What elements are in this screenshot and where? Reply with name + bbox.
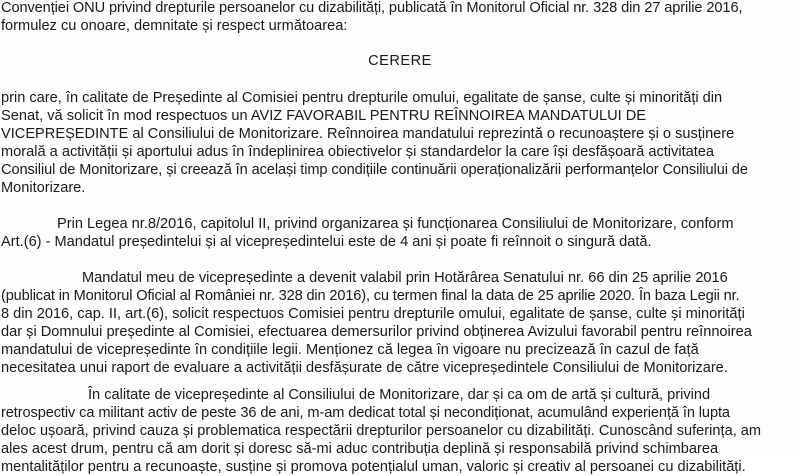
paragraph4-line-3: deloc ușoară, privind cauza și problematica respectării drepturilor persoanelor cu dizabilități. Cunoscând suferința, am <box>1 423 762 439</box>
paragraph3-line-3: 8 din 2016, cap. II, art.(6), solicit respectuos Comisiei pentru drepturile omului, egalitate de șanse, culte și minorități <box>1 306 745 322</box>
paragraph4-line-5: mentalităților pentru a recunoaște, susține și promova potențialul uman, valoric și creativ al persoanei cu dizabilități. <box>1 459 746 475</box>
paragraph2-line-2: Art.(6) - Mandatul președintelui și al vicepreședintelui este de 4 ani și poate fi reînnoit o singură dată. <box>1 234 652 250</box>
paragraph2-line-1: Prin Legea nr.8/2016, capitolul II, privind organizarea și funcționarea Consiliului de Monitorizare, conform <box>57 216 734 232</box>
paragraph4-line-4: ales acest drum, pentru că am dorit și doresc să-mi aduc contribuția deplină și responsabilă privind schimbarea <box>1 441 719 457</box>
paragraph1-line-4: morală a activității și aportului adus în îndeplinirea obiectivelor și standardelor la care își desfășoară activitatea <box>1 144 715 160</box>
paragraph3-line-5: mandatului de vicepreședinte în condițiile legii. Menționez că legea în vigoare nu precizează în cazul de față <box>1 342 699 358</box>
paragraph3-line-1: Mandatul meu de vicepreședinte a devenit valabil prin Hotărârea Senatului nr. 66 din 25 aprilie 2016 <box>82 270 728 286</box>
paragraph1-line-5: Consiliul de Monitorizare, și creează în același timp condițiile continuării operaționalizării performanțelor Consiliului de <box>1 162 748 178</box>
intro-line-2: formulez cu onoare, demnitate și respect următoarea: <box>1 18 348 34</box>
paragraph3-line-2: (publicat in Monitorul Oficial al României nr. 328 din 2016), cu termen final la data de 25 aprilie 2020. În baza Legii nr. <box>1 288 740 304</box>
paragraph1-line-2: Senat, vă solicit în mod respectuos un AVIZ FAVORABIL PENTRU REÎNNOIREA MANDATULUI DE <box>1 108 647 124</box>
paragraph4-line-2: retrospectiv ca militant activ de peste 36 de ani, m-am dedicat total și necondiționat, acumulând experiență în lupta <box>1 405 730 421</box>
paragraph1-line-1: prin care, în calitate de Președinte al Comisiei pentru drepturile omului, egalitate de șanse, culte și minorități din <box>1 90 723 106</box>
paragraph4-line-1: În calitate de vicepreședinte al Consiliului de Monitorizare, dar și ca om de artă și cultură, privind <box>88 387 711 403</box>
paragraph1-line-3: VICEPREȘEDINTE al Consiliului de Monitorizare. Reînnoirea mandatului reprezintă o recunoaștere și o susținere <box>1 126 735 142</box>
request-heading: CERERE <box>368 53 432 69</box>
paragraph3-line-6: necesitatea unui raport de evaluare a activității desfășurate de către vicepreședintele Consiliului de Monitorizare. <box>1 360 728 376</box>
intro-line-1: Convenției ONU privind drepturile persoanelor cu dizabilități, publicată în Monitorul Oficial nr. 328 din 27 aprilie 2016, <box>1 0 743 16</box>
paragraph3-line-4: dar și Domnului președinte al Comisiei, efectuarea demersurilor privind obținerea Avizului favorabil pentru reînnoirea <box>1 324 752 340</box>
paragraph1-line-6: Monitorizare. <box>1 180 86 196</box>
